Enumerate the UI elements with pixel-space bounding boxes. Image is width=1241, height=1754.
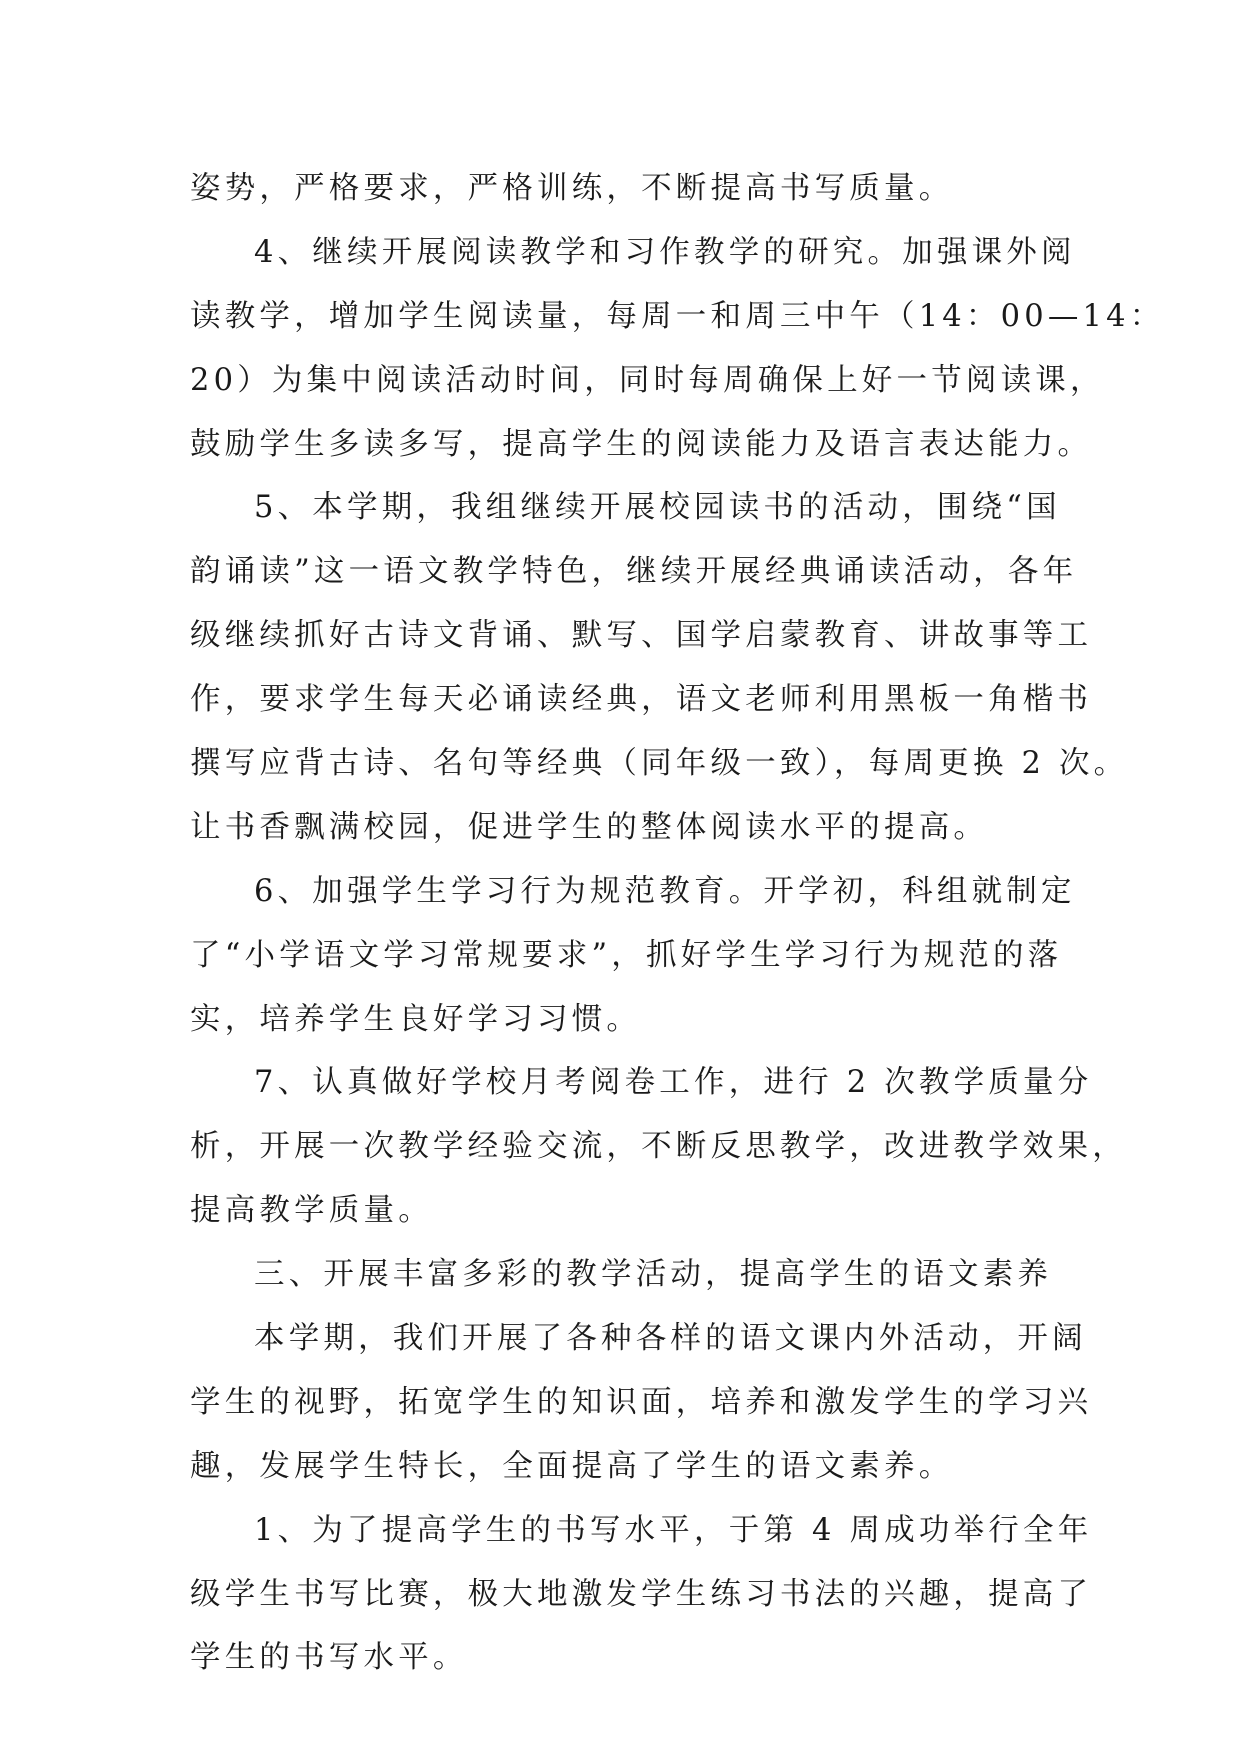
- text-line: 20）为集中阅读活动时间，同时每周确保上好一节阅读课，: [190, 362, 1105, 398]
- text-line: 了“小学语文学习常规要求”，抓好学生学习行为规范的落: [190, 937, 1063, 973]
- text-line: 让书香飘满校园，促进学生的整体阅读水平的提高。: [190, 809, 989, 845]
- text-line: 本学期，我们开展了各种各样的语文课内外活动，开阔: [254, 1321, 1087, 1357]
- text-line: 7、认真做好学校月考阅卷工作，进行 2 次教学质量分: [254, 1065, 1093, 1101]
- text-line: 学生的视野，拓宽学生的知识面，培养和激发学生的学习兴: [190, 1384, 1093, 1420]
- text-line: 撰写应背古诗、名句等经典（同年级一致），每周更换 2 次。: [190, 746, 1129, 782]
- text-line: 级继续抓好古诗文背诵、默写、国学启蒙教育、讲故事等工: [190, 618, 1093, 654]
- text-line: 学生的书写水平。: [190, 1640, 468, 1676]
- text-line: 级学生书写比赛，极大地激发学生练习书法的兴趣，提高了: [190, 1576, 1093, 1612]
- document-body-text: [190, 157, 1165, 1690]
- text-line: 韵诵读”这一语文教学特色，继续开展经典诵读活动，各年: [190, 554, 1078, 590]
- text-line: 实，培养学生良好学习习惯。: [190, 1001, 642, 1037]
- text-line: 鼓励学生多读多写，提高学生的阅读能力及语言表达能力。: [190, 426, 1093, 462]
- text-line: 提高教学质量。: [190, 1193, 433, 1229]
- text-line: 6、加强学生学习行为规范教育。开学初，科组就制定: [254, 873, 1076, 909]
- section-heading: 三、开展丰富多彩的教学活动，提高学生的语文素养: [254, 1257, 1053, 1293]
- text-line: 5、本学期，我组继续开展校园读书的活动，围绕“国: [254, 490, 1061, 526]
- text-line: 趣，发展学生特长，全面提高了学生的语文素养。: [190, 1448, 954, 1484]
- text-line: 读教学，增加学生阅读量，每周一和周三中午（14：00—14：: [190, 298, 1165, 334]
- text-line: 作，要求学生每天必诵读经典，语文老师利用黑板一角楷书: [190, 682, 1093, 718]
- text-line: 姿势，严格要求，严格训练，不断提高书写质量。: [190, 171, 954, 206]
- text-line: 析，开展一次教学经验交流，不断反思教学，改进教学效果，: [190, 1129, 1127, 1165]
- text-line: 4、继续开展阅读教学和习作教学的研究。加强课外阅: [254, 234, 1076, 270]
- text-line: 1、为了提高学生的书写水平，于第 4 周成功举行全年: [254, 1512, 1093, 1548]
